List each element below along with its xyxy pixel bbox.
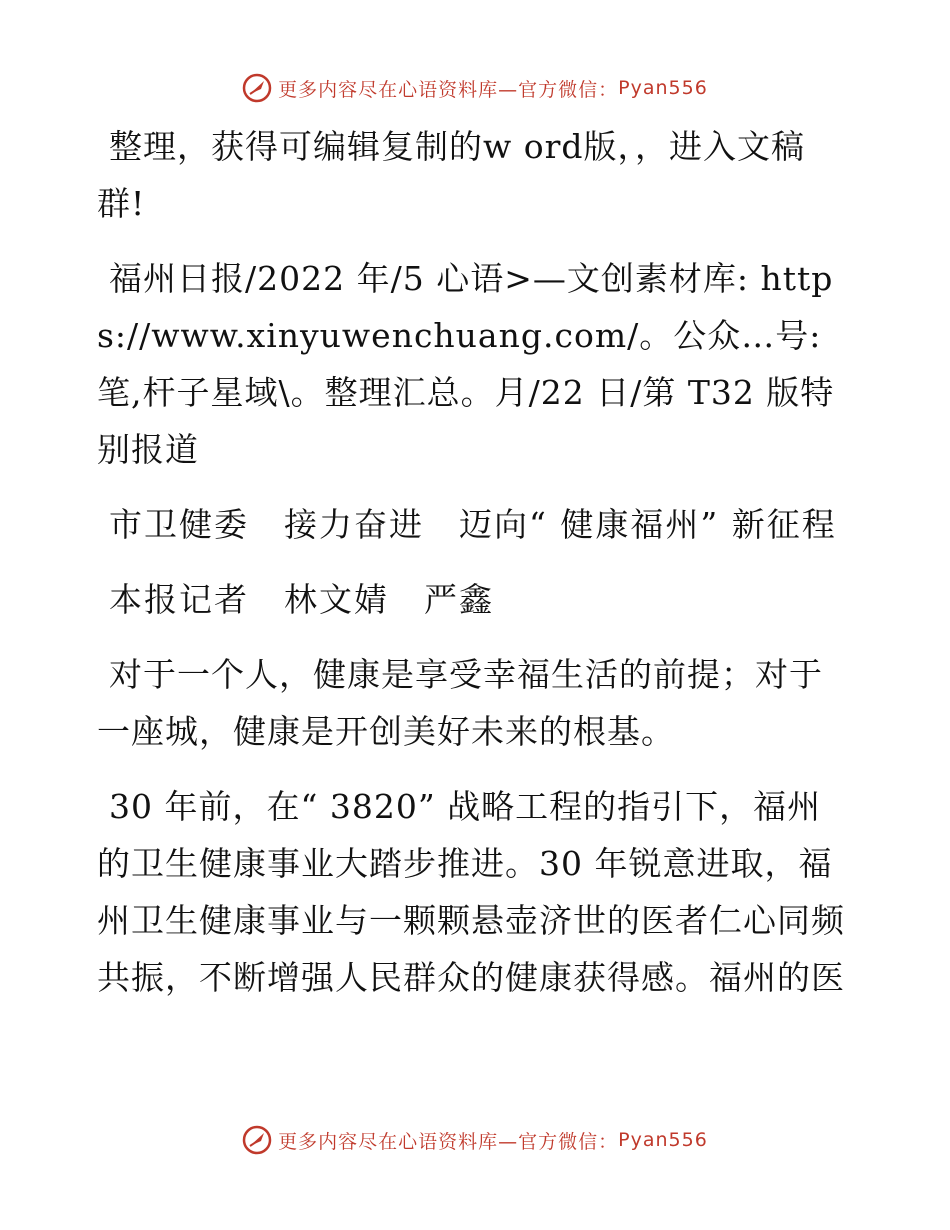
banner-wechat-id: Pyan556: [618, 77, 708, 99]
banner-wechat-id: Pyan556: [618, 1129, 708, 1151]
source-paragraph: 福州日报/2022 年/5 心语>—文创素材库: https://www.xinyuwenchuang.com/。公众…号:笔,杆子星域\。整理汇总。月/22 日/第 T32 版特别报道: [97, 259, 835, 469]
document-body: [97, 118, 852, 1024]
feather-seal-icon: [242, 73, 272, 103]
article-byline: 本报记者 林文婧 严鑫: [109, 580, 494, 619]
intro-paragraph: 整理，获得可编辑复制的w ord版，，进入文稿群!: [97, 127, 806, 223]
feather-seal-icon: [242, 1125, 272, 1155]
banner-text: 更多内容尽在心语资料库—官方微信：: [278, 78, 619, 101]
body-paragraph-1: 对于一个人，健康是享受幸福生活的前提；对于一座城，健康是开创美好未来的根基。: [97, 655, 823, 751]
banner-text: 更多内容尽在心语资料库—官方微信：: [278, 1130, 619, 1153]
footer-watermark-banner: [0, 1120, 950, 1160]
body-paragraph-2: 30 年前，在“ 3820” 战略工程的指引下，福州的卫生健康事业大踏步推进。30 年锐意进取，福州卫生健康事业与一颗颗悬壶济世的医者仁心同频共振，不断增强人民群众的健康获得感。福州的医: [97, 787, 845, 997]
article-title: 市卫健委 接力奋进 迈向“ 健康福州” 新征程: [109, 505, 837, 544]
header-watermark-banner: [0, 68, 950, 108]
